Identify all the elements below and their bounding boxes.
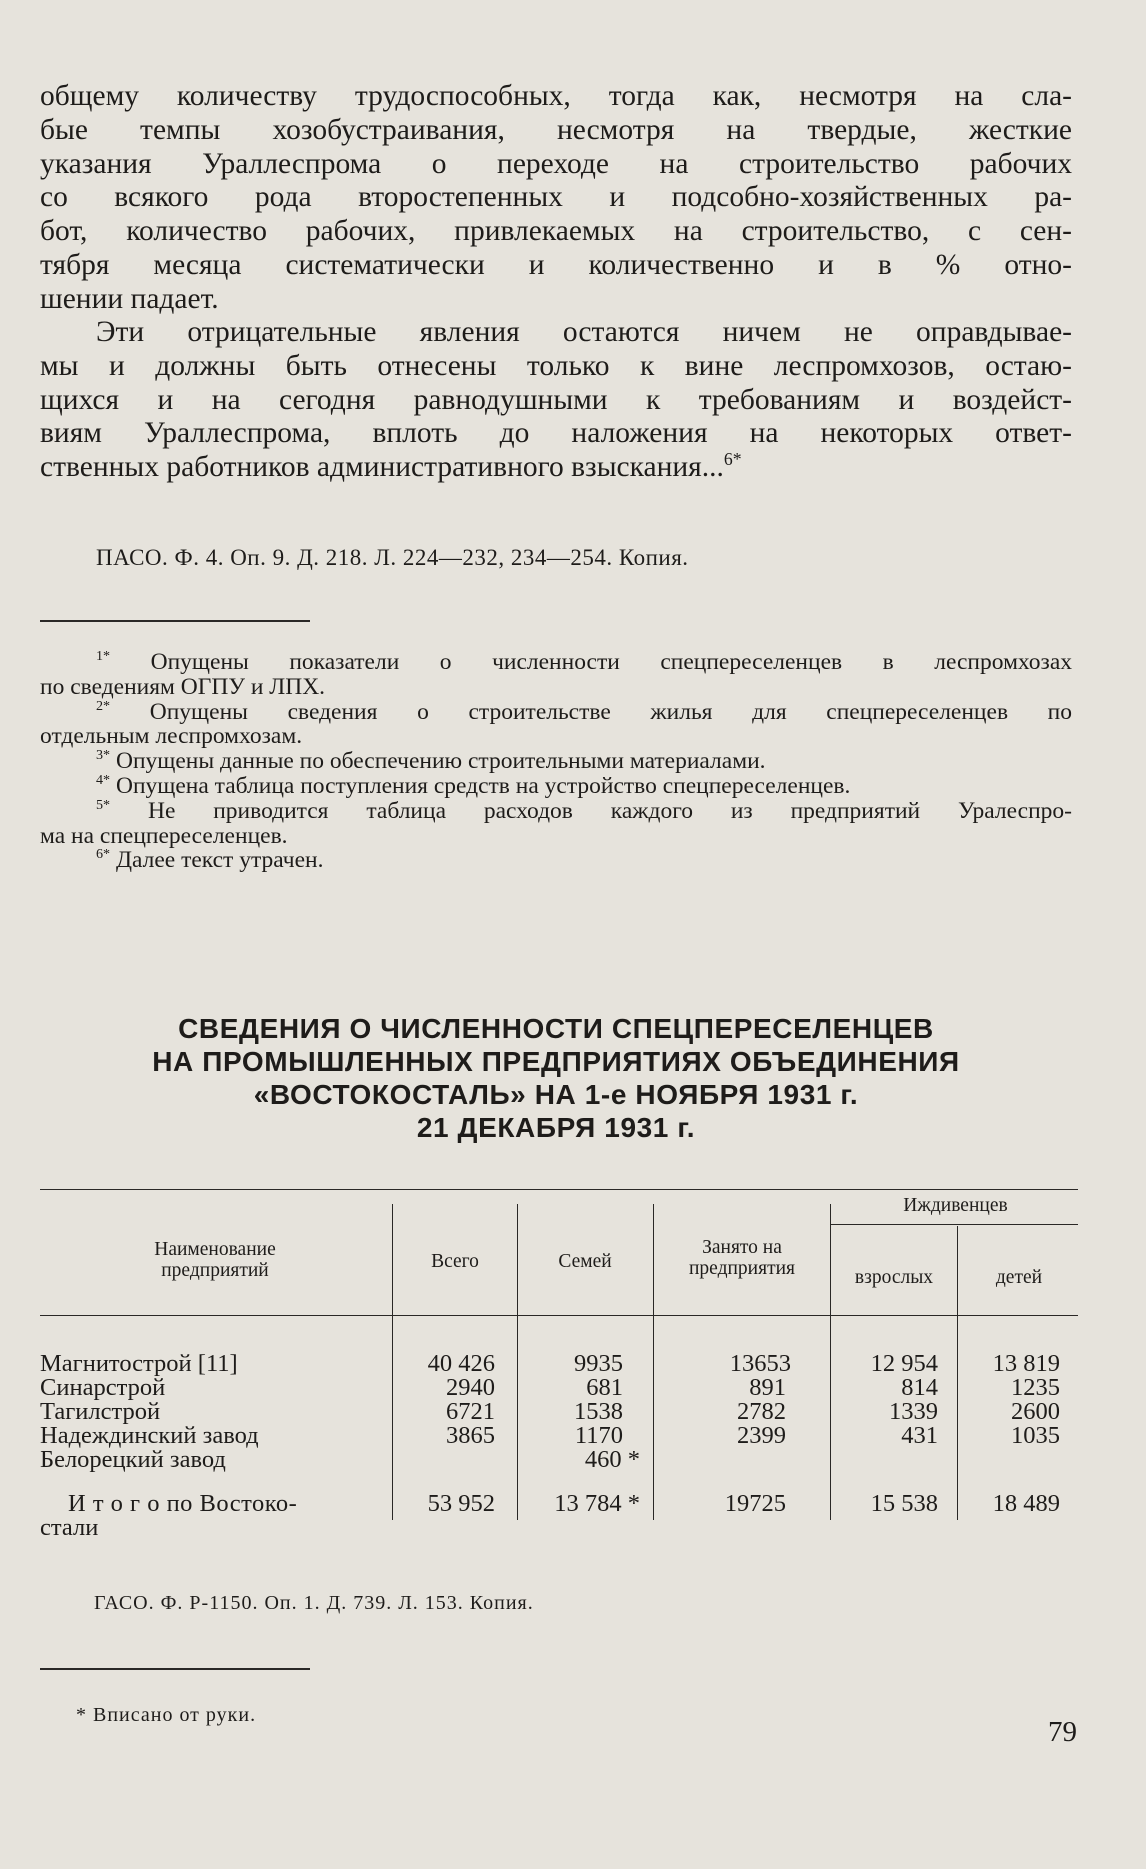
body-paragraph-2	[40, 316, 1072, 485]
column-divider	[653, 1204, 654, 1520]
footnote-text: Опущены показатели о численности спецпереселенцев в леспромхозах	[150, 649, 1073, 675]
footnote-text: Не приводится таблица расходов каждого из предприятий Уралеспро-	[147, 797, 1073, 824]
cell-children: 13 819	[992, 1350, 1060, 1377]
cell-employed: 2782	[737, 1398, 786, 1425]
footnote-handwritten: * Вписано от руки.	[76, 1704, 257, 1726]
title-line: НА ПРОМЫШЛЕННЫХ ПРЕДПРИЯТИЯХ ОБЪЕДИНЕНИЯ	[152, 1046, 960, 1077]
header-line: Занято на	[702, 1237, 782, 1258]
total-row-name: И т о г о по Востоко-	[68, 1490, 298, 1517]
text-line: тября месяца систематически и количественно и в % отно-	[40, 248, 1072, 281]
footnote-mark: 1*	[96, 648, 111, 665]
cell-families: 9935	[574, 1350, 623, 1377]
header-bottom-rule	[40, 1315, 1078, 1316]
cell-adults: 431	[901, 1422, 938, 1449]
footnote-divider	[40, 1668, 310, 1670]
cell-adults: 814	[901, 1374, 938, 1401]
footnote-mark: 5*	[96, 796, 111, 813]
cell-children: 1035	[1011, 1422, 1060, 1449]
archive-source: ГАСО. Ф. Р-1150. Оп. 1. Д. 739. Л. 153. Копия.	[94, 1592, 534, 1614]
cell-families: 460 *	[584, 1446, 640, 1473]
footnote-mark: 4*	[96, 772, 111, 789]
footnote-text: Опущены данные по обеспечению строительными материалами.	[115, 748, 766, 775]
statistics-table	[40, 1189, 1078, 1541]
cell-employed: 891	[749, 1374, 786, 1401]
text-line: Эти отрицательные явления остаются ничем не оправдывае-	[96, 316, 1072, 348]
cell-adults: 12 954	[870, 1350, 938, 1377]
cell-children: 2600	[1011, 1398, 1060, 1425]
cell-families: 1170	[574, 1422, 623, 1449]
title-line: СВЕДЕНИЯ О ЧИСЛЕННОСТИ СПЕЦПЕРЕСЕЛЕНЦЕВ	[178, 1013, 934, 1044]
footnote-mark: 6*	[96, 846, 111, 863]
row-name: Белорецкий завод	[40, 1446, 226, 1473]
header-line: предприятий	[161, 1260, 269, 1281]
row-name: Синарстрой	[40, 1374, 166, 1401]
cell-total: 3865	[446, 1422, 495, 1449]
column-header-children: детей	[995, 1267, 1043, 1288]
column-divider	[957, 1226, 958, 1520]
column-divider	[392, 1204, 393, 1520]
total-cell-families: 13 784 *	[554, 1490, 640, 1517]
text-line: бые темпы хозобустраивания, несмотря на твердые, жесткие	[40, 113, 1072, 146]
footnote-line	[40, 774, 1072, 799]
footnote-line	[40, 697, 1073, 725]
footnote-divider	[40, 620, 310, 622]
text-line: со всякого рода второстепенных и подсобно-хозяйственных ра-	[40, 181, 1072, 214]
column-header-dependents: Иждивенцев	[903, 1195, 1008, 1216]
text-line: щихся и на сегодня равнодушными к требованиям и воздейст-	[40, 383, 1072, 416]
text-line: виям Ураллеспрома, вплоть до наложения на некоторых ответ-	[40, 417, 1072, 450]
text-line	[40, 451, 1072, 485]
row-name: Тагилстрой	[40, 1398, 161, 1425]
table-title	[40, 1012, 1072, 1144]
cell-families: 681	[586, 1374, 623, 1401]
cell-adults: 1339	[889, 1398, 938, 1425]
row-name: Надеждинский завод	[40, 1422, 259, 1449]
footnote-mark: 3*	[96, 747, 111, 764]
total-cell-employed: 19725	[724, 1490, 786, 1517]
column-header-total: Всего	[431, 1251, 479, 1272]
footnote-mark: 2*	[96, 697, 111, 714]
footnotes	[40, 650, 1072, 873]
total-cell-children: 18 489	[992, 1490, 1060, 1517]
cell-employed: 2399	[737, 1422, 786, 1449]
footnote-line	[40, 848, 1072, 873]
footnote-line: ма на спецпереселенцев.	[40, 822, 288, 849]
text-line: общему количеству трудоспособных, тогда как, несмотря на сла-	[40, 80, 1072, 112]
text-line: мы и должны быть отнесены только к вине леспромхозов, остаю-	[40, 349, 1072, 382]
footnote-text: Опущены сведения о строительстве жилья для спецпереселенцев по	[149, 698, 1073, 725]
archive-source: ПАСО. Ф. 4. Оп. 9. Д. 218. Л. 224—232, 234—254. Копия.	[96, 545, 689, 570]
header-line: предприятия	[688, 1258, 796, 1279]
body-paragraph-1	[40, 80, 1072, 317]
cell-total: 2940	[446, 1374, 495, 1401]
title-line: «ВОСТОКОСТАЛЬ» НА 1-е НОЯБРЯ 1931 г.	[253, 1079, 859, 1110]
table-top-rule	[40, 1189, 1078, 1190]
footnote-line: отдельным леспромхозам.	[40, 723, 303, 750]
cell-children: 1235	[1011, 1374, 1060, 1401]
header-line: Наименование	[154, 1239, 276, 1260]
footnote-line	[40, 650, 1072, 675]
total-cell-adults: 15 538	[870, 1490, 938, 1517]
column-header-employed	[656, 1237, 828, 1279]
total-cell-total: 53 952	[427, 1490, 495, 1517]
footnote-text: Далее текст утрачен.	[115, 847, 324, 874]
text-line: шении падает.	[40, 282, 219, 315]
cell-total: 6721	[446, 1398, 495, 1425]
cell-total: 40 426	[427, 1350, 495, 1377]
footnote-mark: 6*	[723, 449, 742, 470]
column-divider	[517, 1204, 518, 1520]
column-header-adults: взрослых	[854, 1267, 934, 1288]
text-line-content: ственных работников административного взыскания...	[40, 451, 724, 484]
page-number: 79	[1048, 1716, 1077, 1748]
total-row-name: стали	[40, 1514, 99, 1541]
footnote-line	[40, 749, 1072, 774]
cell-employed: 13653	[729, 1350, 791, 1377]
footnote-text: Опущена таблица поступления средств на устройство спецпереселенцев.	[115, 772, 851, 799]
cell-families: 1538	[574, 1398, 623, 1425]
column-header-name	[60, 1239, 370, 1281]
row-name: Магнитострой [11]	[40, 1350, 238, 1377]
title-line: 21 ДЕКАБРЯ 1931 г.	[416, 1112, 696, 1143]
footnote-line	[40, 796, 1073, 824]
text-line: бот, количество рабочих, привлекаемых на строительство, с сен-	[40, 215, 1072, 248]
column-header-families: Семей	[558, 1251, 612, 1272]
text-line: указания Ураллеспрома о переходе на строительство рабочих	[40, 147, 1072, 180]
footnote-line: по сведениям ОГПУ и ЛПХ.	[40, 673, 326, 700]
dependents-rule	[830, 1224, 1078, 1225]
column-divider	[830, 1204, 831, 1520]
